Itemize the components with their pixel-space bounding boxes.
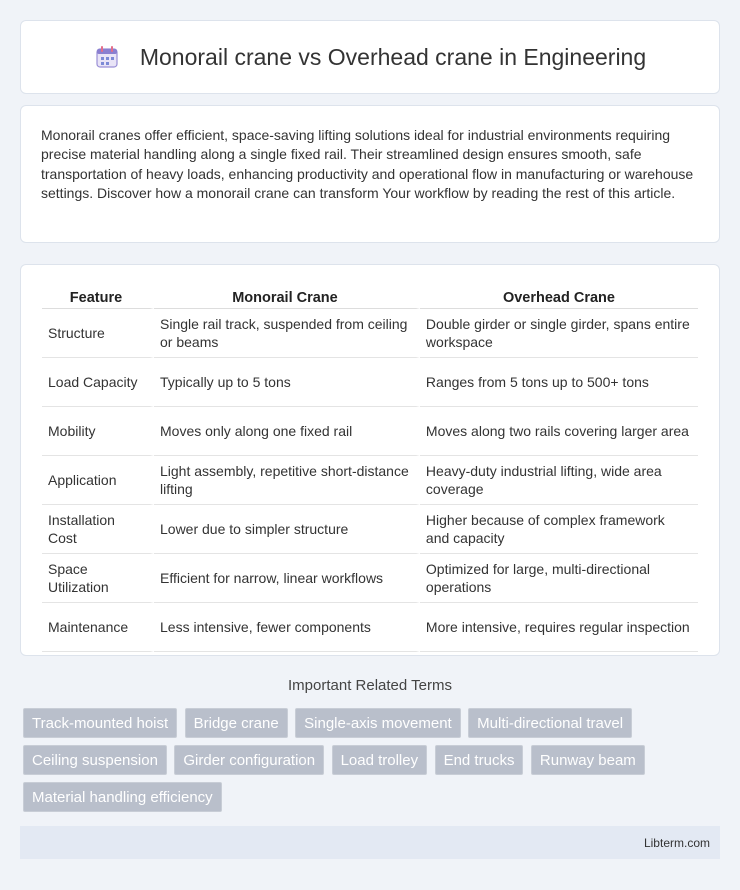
table-cell-overhead: Optimized for large, multi-directional operations [420, 554, 698, 603]
table-cell-monorail: Typically up to 5 tons [154, 358, 420, 407]
table-row [42, 358, 698, 407]
table-cell-overhead: Ranges from 5 tons up to 500+ tons [420, 358, 698, 407]
table-header-row [42, 287, 698, 309]
table-cell-feature: Installation Cost [42, 505, 154, 554]
table-cell-overhead: Heavy-duty industrial lifting, wide area coverage [420, 456, 698, 505]
footer-site-link[interactable]: Libterm.com [643, 835, 710, 850]
related-terms-list [23, 708, 723, 819]
table-cell-feature: Mobility [42, 407, 154, 456]
table-cell-overhead: More intensive, requires regular inspection [420, 603, 698, 652]
table-cell-feature: Load Capacity [42, 358, 154, 407]
table-cell-monorail: Less intensive, fewer components [154, 603, 420, 652]
table-cell-feature: Application [42, 456, 154, 505]
footer [20, 826, 720, 859]
related-term-tag[interactable]: Bridge crane [185, 708, 288, 738]
related-term-tag[interactable]: Single-axis movement [295, 708, 461, 738]
table-row [42, 407, 698, 456]
table-cell-overhead: Higher because of complex framework and capacity [420, 505, 698, 554]
column-header-overhead: Overhead Crane [420, 287, 698, 309]
comparison-table [42, 287, 698, 652]
related-terms-heading: Important Related Terms [288, 677, 452, 694]
related-term-tag[interactable]: Load trolley [332, 745, 428, 775]
table-row [42, 554, 698, 603]
related-term-tag[interactable]: Material handling efficiency [23, 782, 222, 812]
column-header-monorail: Monorail Crane [154, 287, 420, 309]
table-cell-feature: Space Utilization [42, 554, 154, 603]
table-cell-overhead: Moves along two rails covering larger area [420, 407, 698, 456]
related-term-tag[interactable]: Multi-directional travel [468, 708, 632, 738]
intro-text: Monorail cranes offer efficient, space-saving lifting solutions ideal for industrial environments requiring precise material handling along a single fixed rail. Their streamlined design ensures smooth, safe transportation of heavy loads, enhancing productivity and operational flow in manufacturing or warehouse settings. Discover how a monorail crane can transform Your workflow by reading the rest of this article. [41, 127, 694, 202]
table-cell-overhead: Double girder or single girder, spans entire workspace [420, 309, 698, 358]
related-term-tag[interactable]: End trucks [435, 745, 524, 775]
related-term-tag[interactable]: Ceiling suspension [23, 745, 167, 775]
page-title: Monorail crane vs Overhead crane in Engineering [139, 43, 647, 70]
table-cell-monorail: Lower due to simpler structure [154, 505, 420, 554]
table-cell-feature: Structure [42, 309, 154, 358]
intro-card [20, 105, 720, 243]
table-row [42, 309, 698, 358]
table-cell-monorail: Light assembly, repetitive short-distance lifting [154, 456, 420, 505]
calendar-icon [94, 44, 120, 70]
related-term-tag[interactable]: Girder configuration [174, 745, 324, 775]
column-header-feature: Feature [42, 287, 154, 309]
title-card [20, 20, 720, 94]
table-cell-feature: Maintenance [42, 603, 154, 652]
table-row [42, 456, 698, 505]
comparison-table-card [20, 264, 720, 656]
table-cell-monorail: Efficient for narrow, linear workflows [154, 554, 420, 603]
table-row [42, 603, 698, 652]
table-cell-monorail: Single rail track, suspended from ceiling or beams [154, 309, 420, 358]
table-row [42, 505, 698, 554]
related-term-tag[interactable]: Runway beam [531, 745, 645, 775]
table-cell-monorail: Moves only along one fixed rail [154, 407, 420, 456]
related-term-tag[interactable]: Track-mounted hoist [23, 708, 177, 738]
